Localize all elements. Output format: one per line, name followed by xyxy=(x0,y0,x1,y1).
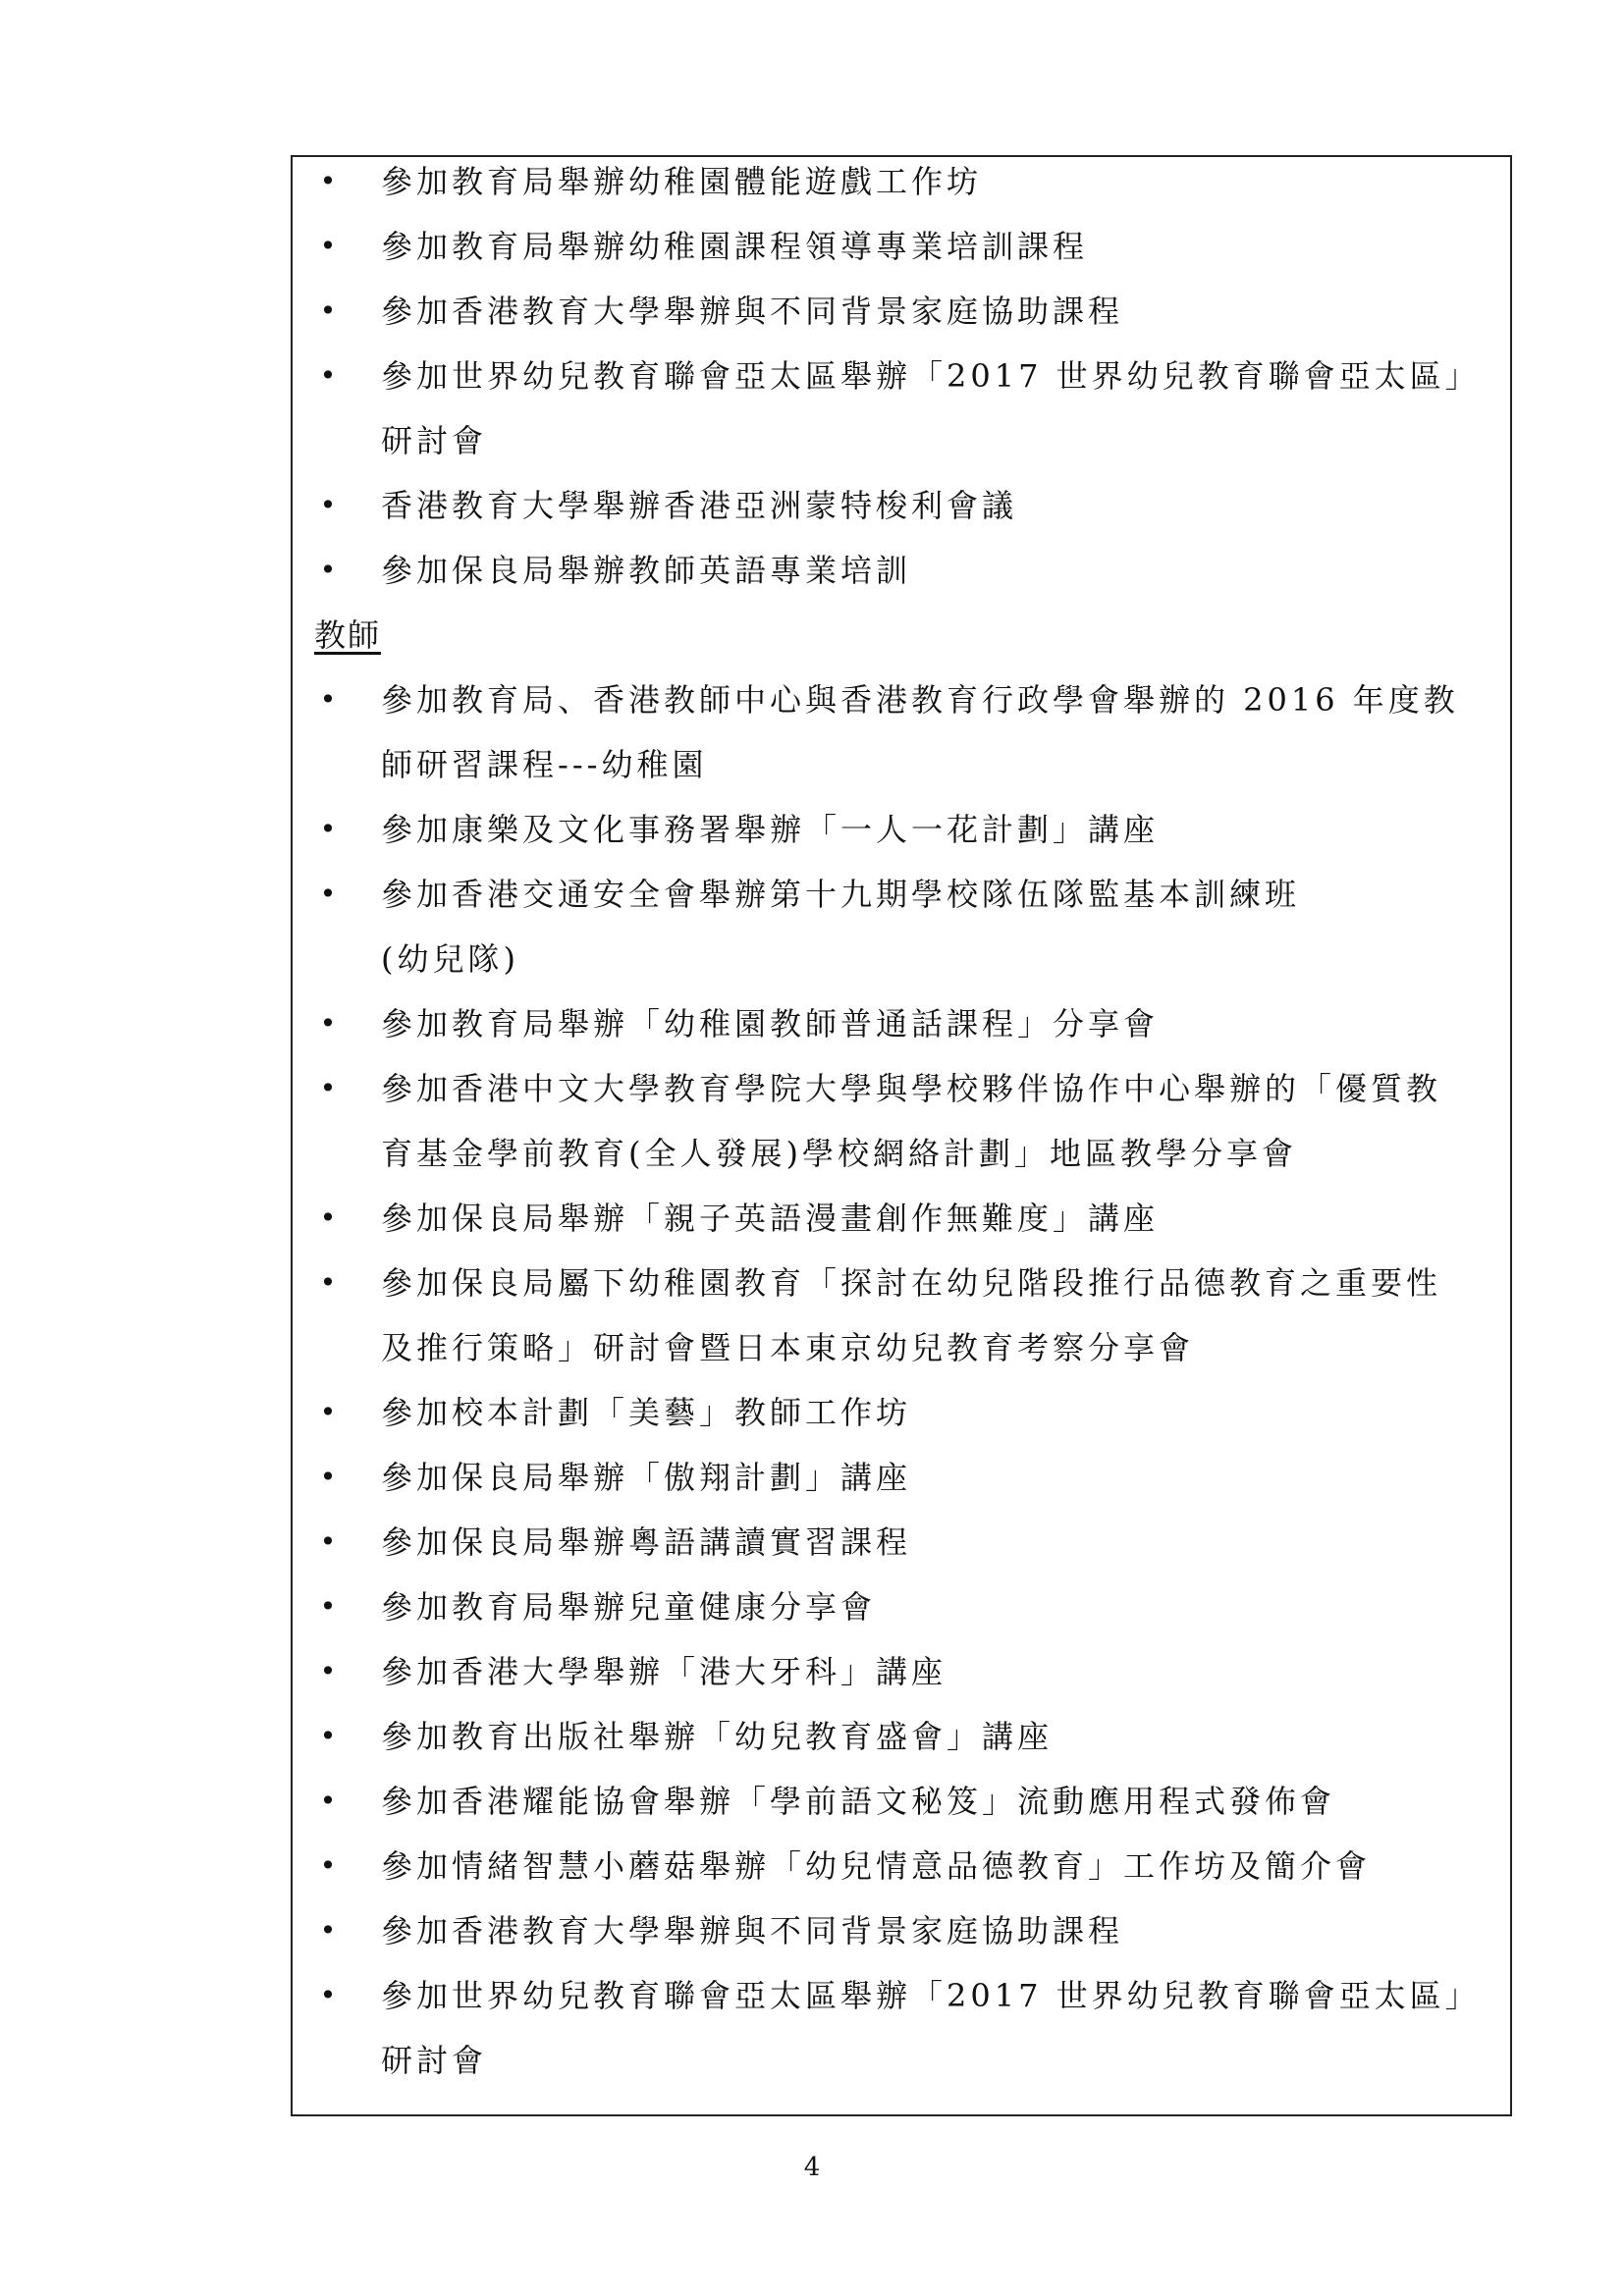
list-item-text: 參加香港中文大學教育學院大學與學校夥伴協作中心舉辦的「優質教 xyxy=(381,1070,1442,1107)
list-item xyxy=(293,149,1510,214)
list-item-text: 參加教育局舉辦幼稚園課程領導專業培訓課程 xyxy=(381,228,1089,265)
bullet-icon: • xyxy=(319,1461,337,1493)
list-item-text: 研討會 xyxy=(381,422,488,459)
list-item xyxy=(293,1639,1510,1704)
list-item-text: 育基金學前教育(全人發展)學校網絡計劃」地區教學分享會 xyxy=(381,1135,1297,1172)
list-item-text: 及推行策略」研討會暨日本東京幼兒教育考察分享會 xyxy=(381,1329,1195,1366)
list-item-text: 參加教育局、香港教師中心與香港教育行政學會舉辦的 2016 年度教 xyxy=(381,681,1459,719)
bullet-icon: • xyxy=(319,1590,337,1623)
bullet-icon: • xyxy=(319,1979,337,2011)
list-item-text: 參加教育出版社舉辦「幼兒教育盛會」講座 xyxy=(381,1718,1054,1755)
bullet-icon: • xyxy=(319,1201,337,1234)
list-item xyxy=(293,797,1510,862)
list-item xyxy=(293,1834,1510,1898)
list-item xyxy=(293,344,1510,473)
list-item-text: 參加香港教育大學舉辦與不同背景家庭協助課程 xyxy=(381,1912,1124,1949)
list-item-text: 參加香港耀能協會舉辦「學前語文秘笈」流動應用程式發佈會 xyxy=(381,1783,1336,1820)
list-item xyxy=(293,538,1510,603)
list-item xyxy=(293,1186,1510,1251)
bullet-icon: • xyxy=(319,1785,337,1817)
list-item xyxy=(293,279,1510,344)
bullet-icon: • xyxy=(319,813,337,845)
bullet-icon: • xyxy=(319,878,337,910)
list-item-text: 香港教育大學舉辦香港亞洲蒙特梭利會議 xyxy=(381,487,1018,524)
list-item-text: 參加教育局舉辦「幼稚園教師普通話課程」分享會 xyxy=(381,1005,1160,1042)
list-item-text: 參加保良局舉辦「親子英語漫畫創作無難度」講座 xyxy=(381,1200,1160,1237)
bullet-icon: • xyxy=(319,359,337,392)
content-box xyxy=(291,155,1512,2116)
list-item-text: 參加香港教育大學舉辦與不同背景家庭協助課程 xyxy=(381,293,1124,330)
list-item-text: (幼兒隊) xyxy=(381,940,519,978)
list-item xyxy=(293,1056,1510,1186)
bullet-icon: • xyxy=(319,1525,337,1558)
list-item xyxy=(293,1445,1510,1510)
bullet-icon: • xyxy=(319,1849,337,1882)
bullet-icon: • xyxy=(319,1266,337,1299)
page-number: 4 xyxy=(803,2153,821,2182)
bullet-icon: • xyxy=(319,1914,337,1947)
list-item xyxy=(293,1704,1510,1769)
bullet-icon: • xyxy=(319,1007,337,1040)
bullet-icon: • xyxy=(319,294,337,327)
list-item xyxy=(293,1575,1510,1639)
list-item xyxy=(293,1510,1510,1575)
list-item-text: 參加保良局舉辦粵語講讀實習課程 xyxy=(381,1523,912,1561)
bullet-icon: • xyxy=(319,554,337,586)
list-item xyxy=(293,1769,1510,1834)
list-item xyxy=(293,1380,1510,1445)
list-item xyxy=(293,1963,1510,2093)
list-item-text: 參加世界幼兒教育聯會亞太區舉辦「2017 世界幼兒教育聯會亞太區」 xyxy=(381,357,1481,395)
bullet-icon: • xyxy=(319,489,337,521)
list-item xyxy=(293,473,1510,538)
list-item-text: 參加康樂及文化事務署舉辦「一人一花計劃」講座 xyxy=(381,811,1160,848)
bullet-icon: • xyxy=(319,683,337,716)
list-item-text: 參加教育局舉辦兒童健康分享會 xyxy=(381,1588,877,1626)
bullet-icon: • xyxy=(319,1720,337,1752)
bullet-icon: • xyxy=(319,1396,337,1428)
list-item-text: 參加保良局舉辦教師英語專業培訓 xyxy=(381,552,912,589)
bullet-icon: • xyxy=(319,1072,337,1104)
list-item xyxy=(293,1898,1510,1963)
list-item xyxy=(293,214,1510,279)
list-item-text: 參加香港交通安全會舉辦第十九期學校隊伍隊監基本訓練班 xyxy=(381,876,1301,913)
list-item-text: 參加香港大學舉辦「港大牙科」講座 xyxy=(381,1653,947,1690)
list-item xyxy=(293,862,1510,991)
bullet-icon: • xyxy=(319,230,337,262)
list-item-text: 參加世界幼兒教育聯會亞太區舉辦「2017 世界幼兒教育聯會亞太區」 xyxy=(381,1977,1481,2014)
list-item-text: 師研習課程---幼稚園 xyxy=(381,746,708,783)
list-item-text: 參加情緒智慧小蘑菇舉辦「幼兒情意品德教育」工作坊及簡介會 xyxy=(381,1847,1372,1885)
bullet-icon: • xyxy=(319,165,337,197)
list-item xyxy=(293,667,1510,797)
list-item-text: 參加保良局舉辦「傲翔計劃」講座 xyxy=(381,1459,912,1496)
list-item-text: 參加校本計劃「美藝」教師工作坊 xyxy=(381,1394,912,1431)
list-item-text: 參加保良局屬下幼稚園教育「探討在幼兒階段推行品德教育之重要性 xyxy=(381,1264,1442,1302)
list-item-text: 參加教育局舉辦幼稚園體能遊戲工作坊 xyxy=(381,163,983,200)
list-item xyxy=(293,1251,1510,1380)
list-item-text: 研討會 xyxy=(381,2042,488,2079)
list-item xyxy=(293,991,1510,1056)
bullet-icon: • xyxy=(319,1655,337,1687)
section-heading-teachers: 教師 xyxy=(314,616,382,654)
